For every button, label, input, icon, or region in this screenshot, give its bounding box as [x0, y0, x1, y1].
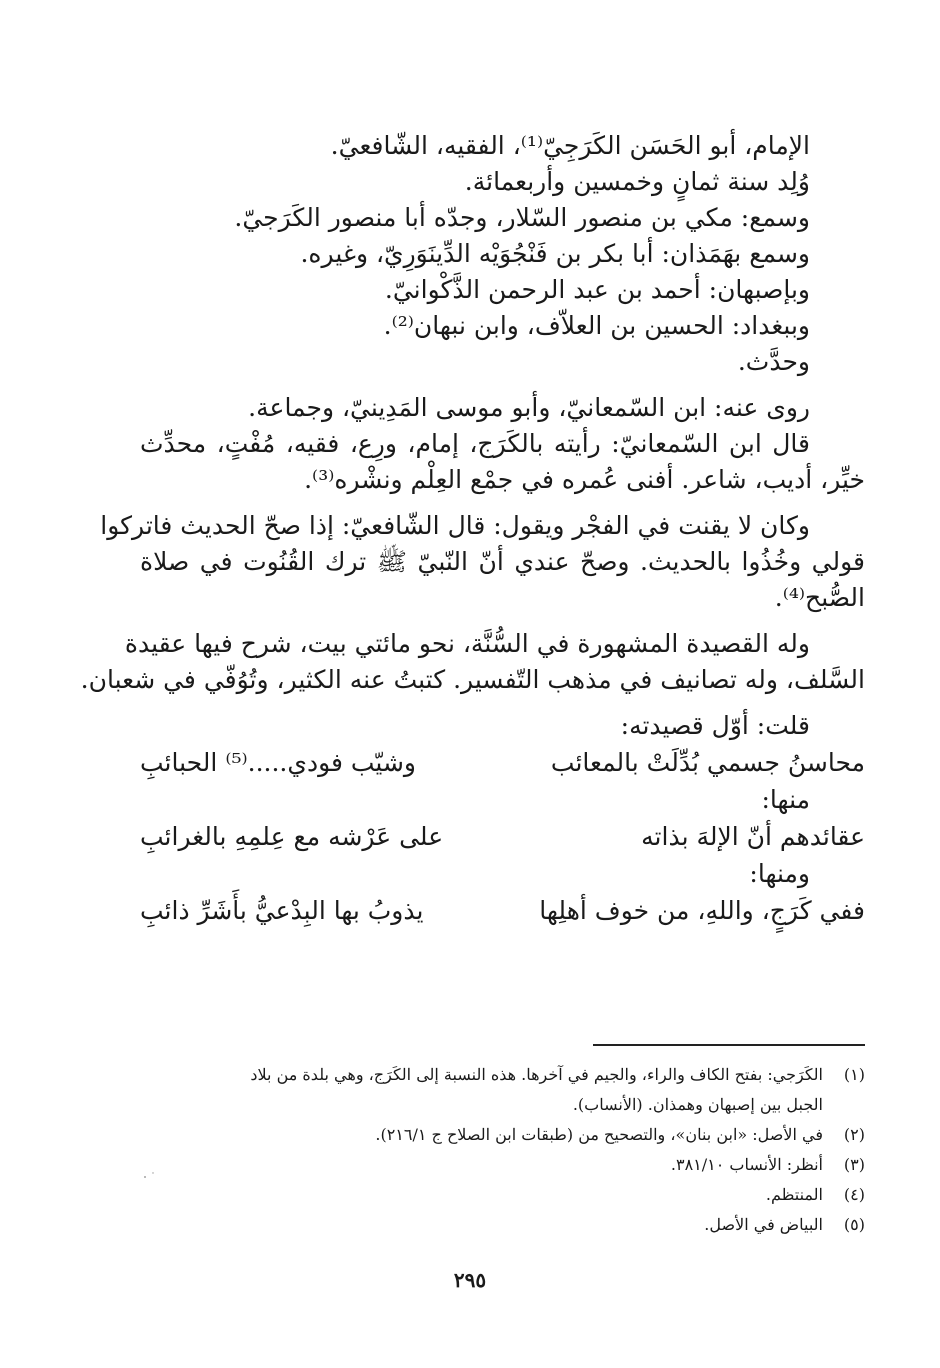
- text-line: قلت: أوّل قصيدته:: [620, 711, 810, 740]
- verse-first-hemistich: محاسنُ جسمي بُدِّلَتْ بالمعائب: [550, 748, 865, 777]
- footnote-number: (٢): [843, 1125, 865, 1144]
- text-line: وسمع بهَمَذان: أبا بكر بن فَنْجُوَيْه الدِّينَوَرِيّ، وغيره.: [300, 239, 810, 268]
- footnote: [130, 1150, 865, 1180]
- footnotes: [130, 1060, 865, 1240]
- footnote-text: الكَرَجي: بفتح الكاف والراء، والجيم في آخرها. هذه النسبة إلى الكَرَج، وهي بلدة من بلاد: [250, 1065, 823, 1084]
- text-line: الإمام، أبو الحَسَن الكَرَجِيّ⁽¹⁾، الفقيه، الشّافعيّ.: [330, 131, 810, 160]
- text-line: روى عنه: ابن السّمعانيّ، وأبو موسى المَدِينيّ، وجماعة.: [248, 393, 810, 422]
- footnote-text: المنتظم.: [765, 1185, 823, 1204]
- footnote-separator: [593, 1044, 865, 1046]
- verse-second-hemistich: على عَرْشه مع عِلمِهِ بالغرائبِ: [140, 822, 444, 851]
- text-line: قال ابن السّمعانيّ: رأيته بالكَرَج، إمام، ورِع، فقيه، مُفْتٍ، محدِّث: [140, 429, 810, 458]
- scan-speck: [142, 1170, 156, 1180]
- page-number: ٢٩٥: [453, 1268, 487, 1292]
- text-line: وله القصيدة المشهورة في السُّنَّة، نحو مائتي بيت، شرح فيها عقيدة: [124, 629, 810, 658]
- main-text: [80, 128, 865, 930]
- poem-verse: [140, 892, 865, 930]
- footnote: [130, 1060, 865, 1120]
- text-line: خيِّر، أديب، شاعر. أفنى عُمره في جمْع العِلْم ونشْره⁽³⁾.: [304, 465, 865, 494]
- verse-first-hemistich: عقائدهم أنّ الإلهَ بذاته: [641, 822, 865, 851]
- footnote: [130, 1120, 865, 1150]
- verse-label: ومنها:: [749, 859, 810, 888]
- text-line: وبإصبهان: أحمد بن عبد الرحمن الذَّكْوانيّ.: [384, 275, 810, 304]
- footnote-text: في الأصل: «ابن بنان»، والتصحيح من (طبقات ابن الصلاح ج ٢١٦/١).: [375, 1125, 823, 1144]
- poem-verse: [140, 744, 865, 782]
- footnote-number: (٥): [843, 1215, 865, 1234]
- text-line: وسمع: مكي بن منصور السّلار، وجدّه أبا منصور الكَرَجيّ.: [234, 203, 810, 232]
- text-line: وكان لا يقنت في الفجْر ويقول: قال الشّافعيّ: إذا صحّ الحديث فاتركوا: [100, 511, 810, 540]
- text-line: السَّلف، وله تصانيف في مذهب التّفسير. كتبتُ عنه الكثير، وتُوُفّي في شعبان.: [80, 665, 865, 694]
- text-line: وببغداد: الحسين بن العلاّف، وابن نبهان⁽²⁾.: [383, 311, 810, 340]
- verse-first-hemistich: ففي كَرَجٍ، واللهِ، من خوف أهلِها: [539, 896, 865, 925]
- footnote-text: أنظر: الأنساب ٣٨١/١٠.: [670, 1155, 823, 1174]
- footnote-number: (٤): [843, 1185, 865, 1204]
- footnote-number: (٣): [843, 1155, 865, 1174]
- footnote-text: البياض في الأصل.: [704, 1215, 823, 1234]
- footnote-number: (١): [843, 1065, 865, 1084]
- text-line: الصُّبح⁽⁴⁾.: [774, 583, 865, 612]
- poem-verse: [140, 818, 865, 856]
- text-line: وحدَّث.: [737, 347, 810, 376]
- verse-second-hemistich: يذوبُ بها البِدْعيُّ بأَشَرِّ ذائبِ: [140, 896, 424, 925]
- text-line: قولي وخُذُوا بالحديث. وصحّ عندي أنّ النّبيّ ﷺ ترك القُنُوت في صلاة: [140, 547, 865, 576]
- verse-second-hemistich: وشيّب فودي.....⁽⁵⁾ الحبائبِ: [140, 748, 416, 777]
- text-line: وُلِد سنة ثمانٍ وخمسين وأربعمائة.: [464, 167, 810, 196]
- footnote: [130, 1210, 865, 1240]
- verse-label: منها:: [761, 785, 810, 814]
- footnote-text: الجبل بين إصبهان وهمذان. (الأنساب).: [572, 1095, 823, 1114]
- footnote: [130, 1180, 865, 1210]
